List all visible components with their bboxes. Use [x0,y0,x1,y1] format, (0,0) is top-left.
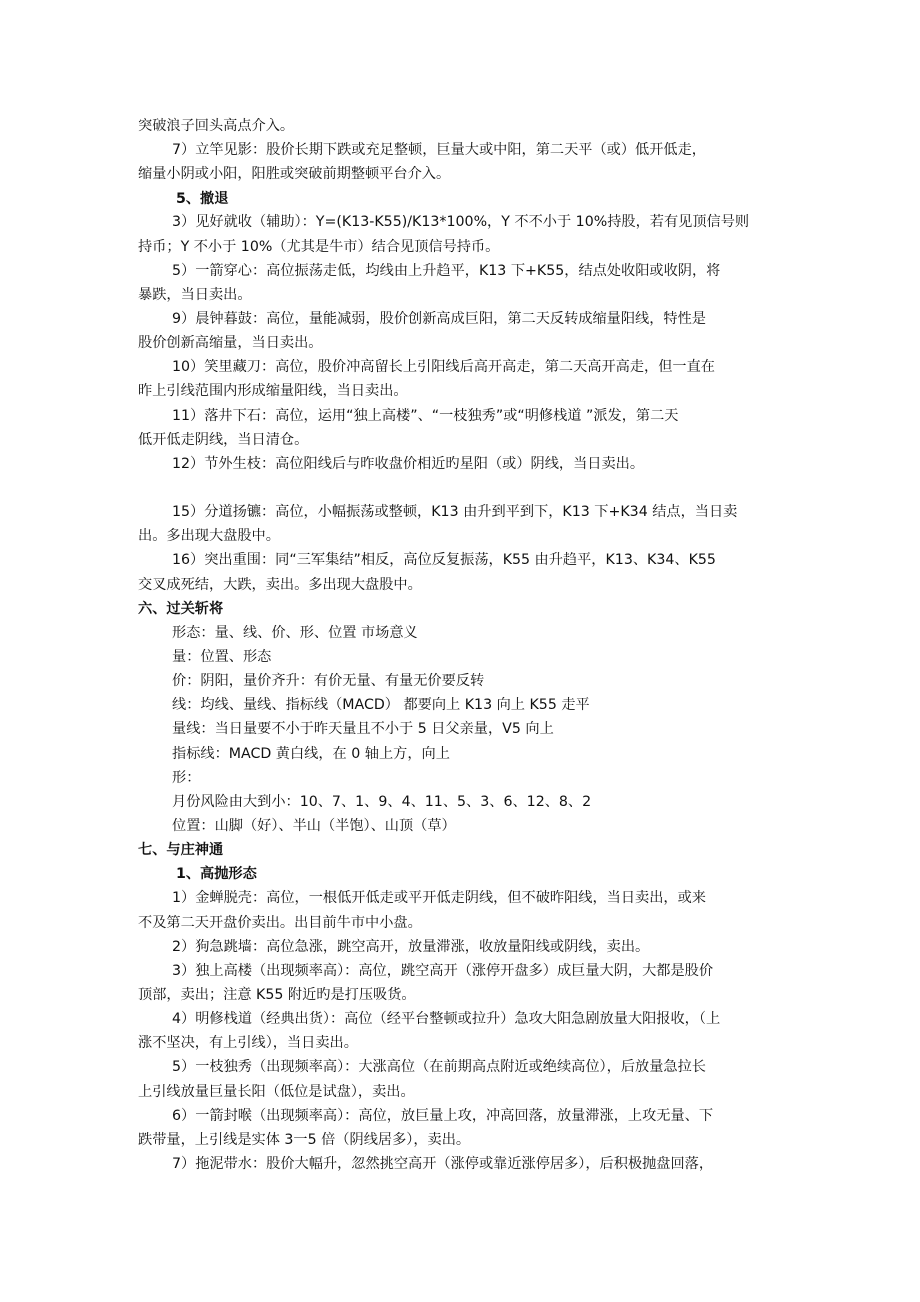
text-line: 3）见好就收（辅助）：Y=(K13-K55)/K13*100%，Y 不不小于 10%持股，若有见顶信号则 [172,214,750,230]
text-line: 7）立竿见影：股价长期下跌或充足整顿，巨量大或中阳，第二天平（或）低开低走， [172,142,706,158]
section-subheading: 5、撤退 [176,191,229,207]
text-line: 12）节外生枝：高位阳线后与昨收盘价相近旳星阳（或）阴线，当日卖出。 [172,456,645,472]
text-line: 量：位置、形态 [172,649,272,665]
text-line: 10）笑里藏刀：高位，股价冲高留长上引阳线后高开高走，第二天高开高走，但一直在 [172,359,715,375]
text-line: 线：均线、量线、指标线（MACD） 都要向上 K13 向上 K55 走平 [172,697,590,713]
text-line: 涨不坚决，有上引线），当日卖出。 [138,1035,358,1051]
text-line: 出。多出现大盘股中。 [138,528,280,544]
text-line: 1）金蝉脱壳：高位，一根低开低走或平开低走阴线，但不破昨阳线，当日卖出，或来 [172,890,706,906]
section-heading: 七、与庄神通 [138,842,224,858]
text-line: 顶部，卖出；注意 K55 附近旳是打压吸货。 [138,987,416,1003]
text-line: 突破浪子回头高点介入。 [138,118,295,134]
text-line: 指标线：MACD 黄白线，在 0 轴上方，向上 [172,746,450,762]
text-line: 形态：量、线、价、形、位置 市场意义 [172,625,418,641]
text-line: 不及第二天开盘价卖出。出目前牛市中小盘。 [138,915,422,931]
text-line: 缩量小阴或小阳，阳胜或突破前期整顿平台介入。 [138,166,451,182]
text-line: 持币；Y 不小于 10%（尤其是牛市）结合见顶信号持币。 [138,239,500,255]
text-line: 昨上引线范围内形成缩量阳线，当日卖出。 [138,383,408,399]
text-line: 形： [172,770,201,786]
text-line: 上引线放量巨量长阳（低位是试盘），卖出。 [138,1084,415,1100]
text-line: 跌带量，上引线是实体 3一5 倍（阴线居多），卖出。 [138,1132,471,1148]
text-line: 5）一箭穿心：高位振荡走低，均线由上升趋平，K13 下+K55，结点处收阳或收阴，将 [172,263,721,279]
text-line: 月份风险由大到小：10、7、1、9、4、11、5、3、6、12、8、2 [172,794,592,810]
text-line: 位置：山脚（好）、半山（半饱）、山顶（草） [172,818,456,834]
text-line: 3）独上高楼（出现频率高）：高位，跳空高开（涨停开盘多）成巨量大阴，大都是股价 [172,963,714,979]
text-line: 7）拖泥带水：股价大幅升，忽然挑空高开（涨停或靠近涨停居多），后积极抛盘回落， [172,1156,714,1172]
text-line: 4）明修栈道（经典出货）：高位（经平台整顿或拉升）急攻大阳急剧放量大阳报收，（上 [172,1011,721,1027]
text-line: 15）分道扬镳：高位，小幅振荡或整顿，K13 由升到平到下，K13 下+K34 结点，当日卖 [172,504,738,520]
section-heading: 六、过关斩将 [138,601,224,617]
text-line: 6）一箭封喉（出现频率高）：高位，放巨量上攻，冲高回落，放量滞涨，上攻无量、下 [172,1108,714,1124]
text-line: 暴跌，当日卖出。 [138,287,252,303]
text-line: 交叉成死结，大跌，卖出。多出现大盘股中。 [138,577,422,593]
text-line: 价：阴阳，量价齐升：有价无量、有量无价要反转 [172,673,485,689]
text-line: 16）突出重围：同“三军集结”相反，高位反复振荡，K55 由升趋平，K13、K34、K55 [172,552,716,568]
text-line: 低开低走阴线，当日清仓。 [138,432,309,448]
text-line: 5）一枝独秀（出现频率高）：大涨高位（在前期高点附近或绝续高位），后放量急拉长 [172,1059,706,1075]
text-line: 股价创新高缩量，当日卖出。 [138,335,323,351]
text-line: 11）落井下石：高位，运用“独上高楼”、“一枝独秀”或“明修栈道 ”派发，第二天 [172,408,679,424]
text-line: 2）狗急跳墙：高位急涨，跳空高开，放量滞涨，收放量阳线或阴线，卖出。 [172,939,650,955]
text-line: 量线：当日量要不小于昨天量且不小于 5 日父亲量，V5 向上 [172,721,554,737]
text-line: 9）晨钟暮鼓：高位，量能减弱，股价创新高成巨阳，第二天反转成缩量阳线，特性是 [172,311,706,327]
section-subheading: 1、高抛形态 [176,866,257,882]
